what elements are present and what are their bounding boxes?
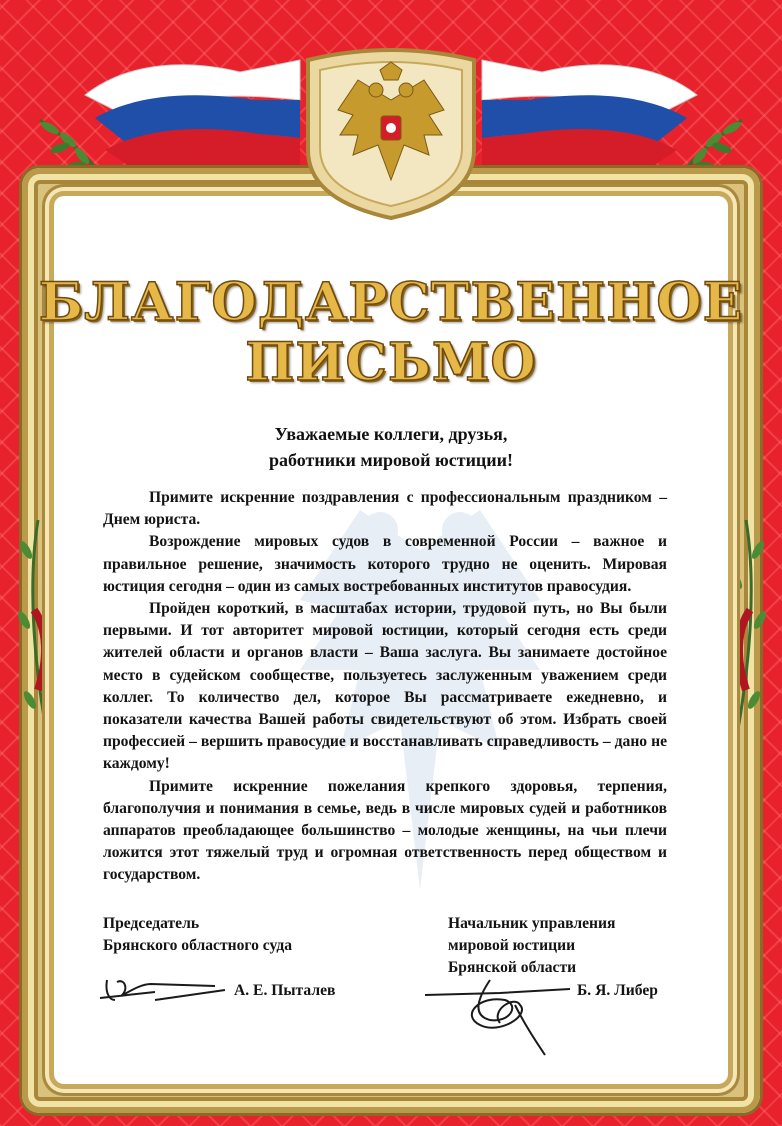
coat-of-arms-icon xyxy=(298,40,484,220)
position-line: Брянской области xyxy=(448,959,577,976)
signatory-left-name: А. Е. Пыталев xyxy=(234,982,336,999)
greeting-line-1: Уважаемые коллеги, друзья, xyxy=(274,424,508,444)
position-line: Начальник управления xyxy=(448,915,616,932)
position-line: Председатель xyxy=(103,915,200,932)
greeting-line-2: работники мировой юстиции! xyxy=(268,450,514,470)
position-line: Брянского областного суда xyxy=(103,937,293,954)
paragraph: Возрождение мировых судов в современной России – важное и правильное решение, значимость которого трудно не оценить. Мировая юстиция сегодня – один из самых востребованных институтов правосудия. xyxy=(103,533,667,595)
page-title-line-1: БЛАГОДАРСТВЕННОЕ xyxy=(38,272,744,333)
letter-body xyxy=(103,487,667,887)
position-line: мировой юстиции xyxy=(448,937,576,954)
paragraph: Примите искренние пожелания крепкого здоровья, терпения, благополучия и понимания в семье, ведь в числе мировых судей и работников аппаратов преобладающее большинство – молодые женщины, на чьи плечи ложится этот тяжелый труд и огромная ответственность перед обществом и государством. xyxy=(103,777,667,884)
paragraph: Примите искренние поздравления с профессиональным праздником – Днем юриста. xyxy=(103,489,667,529)
handwritten-signature xyxy=(95,970,230,1010)
page-title-line-2: ПИСЬМО xyxy=(245,332,537,393)
signatory-left-position xyxy=(103,913,292,957)
paragraph: Пройден короткий, в масштабах истории, трудовой путь, но Вы были первыми. И тот авторитет мировой юстиции, который сегодня есть среди жителей области и органов власти – Ваша заслуга. Вы занимаете достойное место в судейском сообществе, пользуетесь заслуженным уважением среди коллег. То количество дел, которое Вы рассматриваете ежедневно, и показатели качества Вашей работы свидетельствуют об этом. Избрать своей профессией – вершить правосудие и восстанавливать справедливость – дано не каждому! xyxy=(103,600,667,773)
handwritten-signature xyxy=(420,965,590,1060)
signatory-right-name: Б. Я. Либер xyxy=(577,982,658,999)
